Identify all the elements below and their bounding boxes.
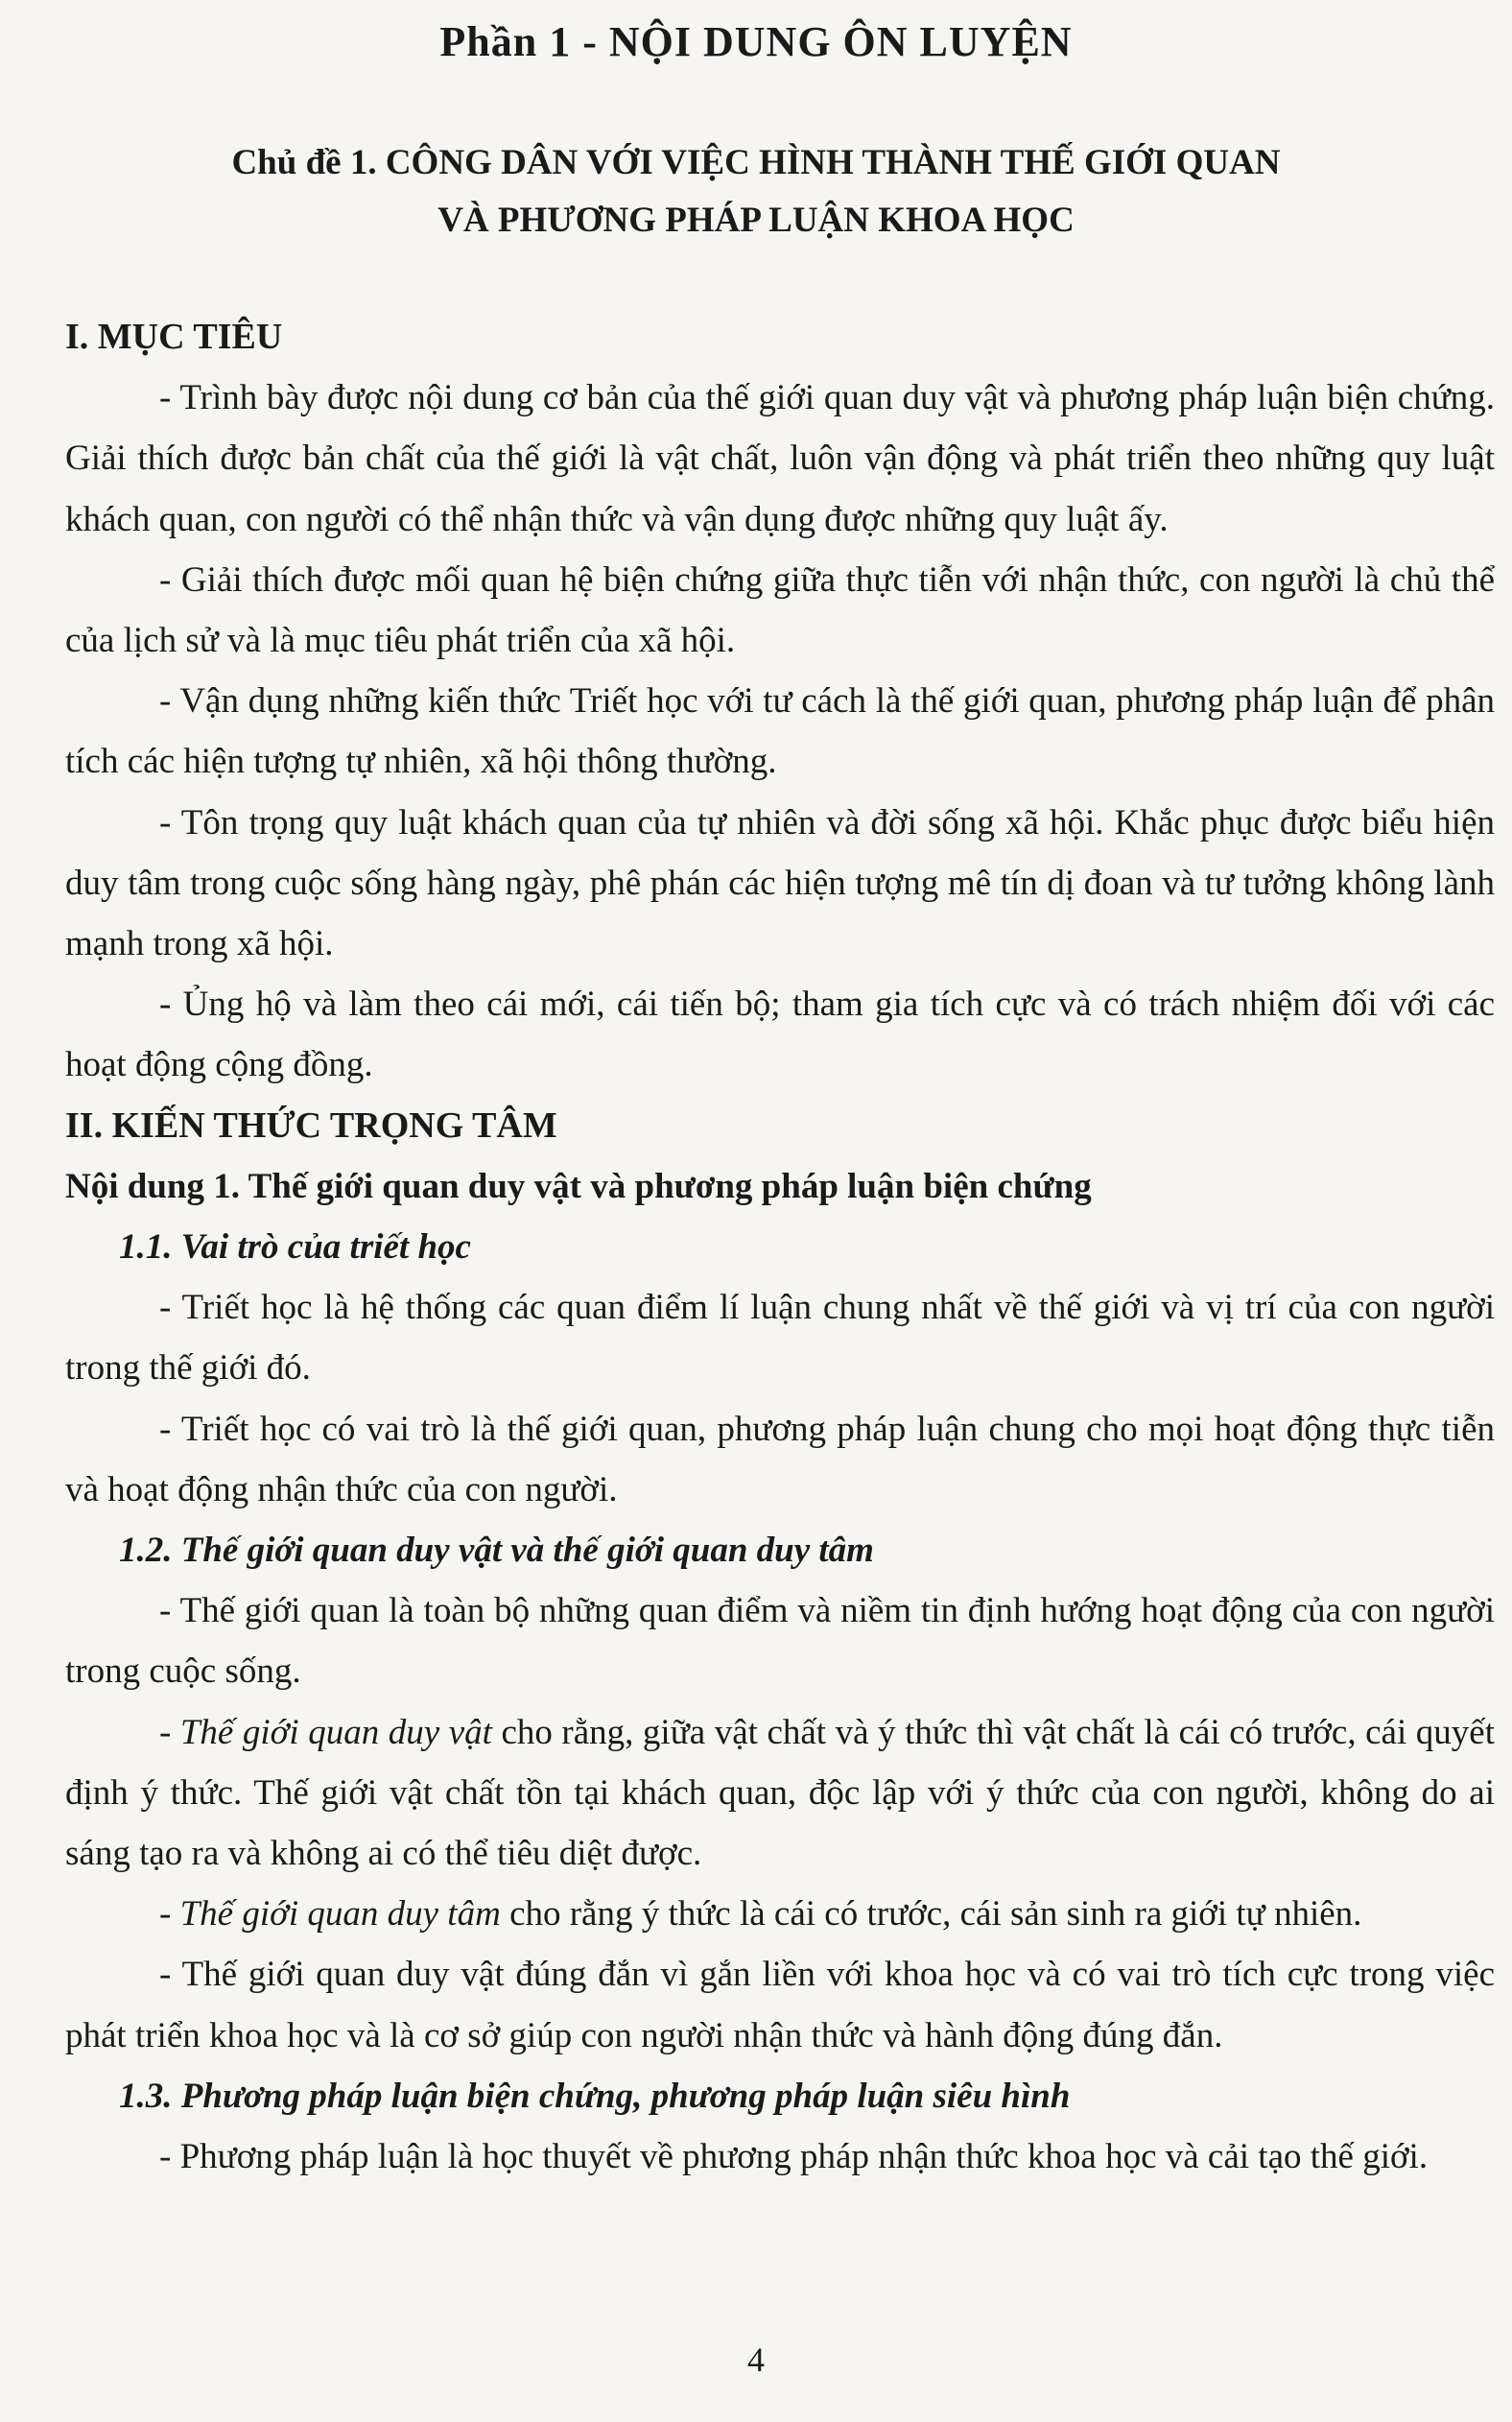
term-duy-vat-definition: cho rằng, giữa vật chất và ý thức thì vật chất là cái có trước, cái quyết định ý thức. Thế giới vật chất tồn tại khách quan, độc lập với ý thức của con người, không do ai sáng tạo ra và không ai có thể tiêu diệt được.	[65, 1712, 1495, 1874]
topic-title-line-1: Chủ đề 1. CÔNG DÂN VỚI VIỆC HÌNH THÀNH THẾ GIỚI QUAN	[231, 143, 1281, 182]
topic-title-line-2: VÀ PHƯƠNG PHÁP LUẬN KHOA HỌC	[437, 201, 1075, 240]
content-heading-1: Nội dung 1. Thế giới quan duy vật và phương pháp luận biện chứng	[65, 1166, 1092, 1206]
knowledge-item: - Triết học là hệ thống các quan điểm lí luận chung nhất về thế giới và vị trí của con người trong thế giới đó.	[65, 1288, 1495, 1389]
page-number: 4	[747, 2340, 765, 2379]
term-duy-vat: - Thế giới quan duy vật	[159, 1712, 492, 1752]
subheading-1-2: 1.2. Thế giới quan duy vật và thế giới quan duy tâm	[119, 1531, 874, 1571]
knowledge-item	[65, 1884, 1495, 1944]
knowledge-item: - Thế giới quan là toàn bộ những quan điểm và niềm tin định hướng hoạt động của con người trong cuộc sống.	[65, 1591, 1495, 1692]
body-text	[65, 307, 1495, 2187]
subheading-1-3: 1.3. Phương pháp luận biện chứng, phương pháp luận siêu hình	[119, 2076, 1071, 2116]
objective-item: - Ủng hộ và làm theo cái mới, cái tiến bộ; tham gia tích cực và có trách nhiệm đối với các hoạt động cộng đồng.	[65, 985, 1495, 1085]
section-heading-muc-tieu: I. MỤC TIÊU	[65, 317, 283, 357]
objective-item: - Trình bày được nội dung cơ bản của thế giới quan duy vật và phương pháp luận biện chứng. Giải thích được bản chất của thế giới là vật chất, luôn vận động và phát triển theo những quy luật khách quan, con người có thể nhận thức và vận dụng được những quy luật ấy.	[65, 378, 1495, 539]
knowledge-item	[65, 1702, 1495, 1885]
part-title: Phần 1 - NỘI DUNG ÔN LUYỆN	[439, 18, 1073, 65]
term-duy-tam-definition: cho rằng ý thức là cái có trước, cái sản sinh ra giới tự nhiên.	[500, 1894, 1362, 1935]
subheading-1-1: 1.1. Vai trò của triết học	[119, 1227, 471, 1268]
objective-item: - Vận dụng những kiến thức Triết học với tư cách là thế giới quan, phương pháp luận để phân tích các hiện tượng tự nhiên, xã hội thông thường.	[65, 681, 1495, 782]
section-heading-kien-thuc: II. KIẾN THỨC TRỌNG TÂM	[65, 1104, 557, 1146]
term-duy-tam: - Thế giới quan duy tâm	[159, 1894, 501, 1935]
knowledge-item: - Thế giới quan duy vật đúng đắn vì gắn liền với khoa học và có vai trò tích cực trong việc phát triển khoa học và là cơ sở giúp con người nhận thức và hành động đúng đắn.	[65, 1955, 1495, 2055]
objective-item: - Tôn trọng quy luật khách quan của tự nhiên và đời sống xã hội. Khắc phục được biểu hiện duy tâm trong cuộc sống hàng ngày, phê phán các hiện tượng mê tín dị đoan và tư tưởng không lành mạnh trong xã hội.	[65, 802, 1495, 964]
topic-title	[0, 134, 1512, 249]
knowledge-item: - Triết học có vai trò là thế giới quan, phương pháp luận chung cho mọi hoạt động thực tiễn và hoạt động nhận thức của con người.	[65, 1409, 1495, 1509]
objective-item: - Giải thích được mối quan hệ biện chứng giữa thực tiễn với nhận thức, con người là chủ thể của lịch sử và là mục tiêu phát triển của xã hội.	[65, 559, 1495, 661]
knowledge-item: - Phương pháp luận là học thuyết về phương pháp nhận thức khoa học và cải tạo thế giới.	[159, 2137, 1429, 2177]
